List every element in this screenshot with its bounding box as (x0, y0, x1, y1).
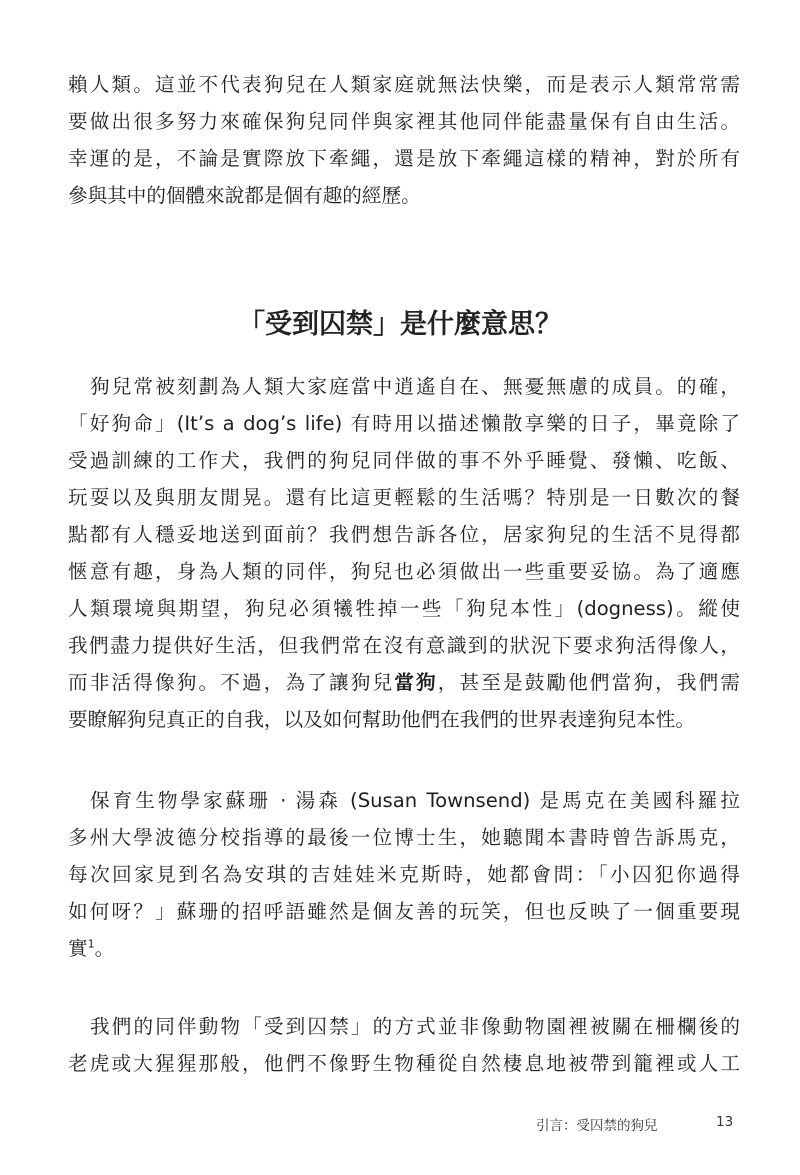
text-line: 如何呀？」蘇珊的招呼語雖然是個友善的玩笑，但也反映了一個重要現 (68, 900, 740, 923)
text-line: 多州大學波德分校指導的最後一位博士生，她聽聞本書時曾告訴馬克， (68, 826, 740, 849)
text-line: 參與其中的個體來說都是個有趣的經歷。 (68, 184, 421, 207)
running-title: 引言：受囚禁的狗兒 (536, 1118, 658, 1134)
body-paragraph-3 (68, 1008, 740, 1082)
text-line: 每次回家見到名為安琪的吉娃娃米克斯時，她都會問：「小囚犯你過得 (68, 863, 740, 886)
text-line: 點都有人穩妥地送到面前？我們想告訴各位，居家狗兒的生活不見得都 (68, 523, 740, 546)
text-line: 「好狗命」(It’s a dog’s life) 有時用以描述懶散享樂的日子，畢竟除了 (68, 412, 740, 435)
text-segment: ，甚至是鼓勵他們當狗，我們需 (437, 671, 741, 694)
text-line: 要做出很多努力來確保狗兒同伴與家裡其他同伴能盡量保有自由生活。 (68, 110, 740, 133)
text-line: 受過訓練的工作犬，我們的狗兒同伴做的事不外乎睡覺、發懶、吃飯、 (68, 449, 740, 472)
text-line: 賴人類。這並不代表狗兒在人類家庭就無法快樂，而是表示人類常常需 (68, 73, 740, 96)
page-number: 13 (716, 1114, 734, 1130)
intro-paragraph (68, 66, 740, 214)
text-line: 要瞭解狗兒真正的自我，以及如何幫助他們在我們的世界表達狗兒本性。 (68, 708, 695, 731)
text-line (68, 930, 740, 967)
text-line: 玩耍以及與朋友閒晃。還有比這更輕鬆的生活嗎？特別是一日數次的餐 (68, 486, 740, 509)
text-line: 我們盡力提供好生活，但我們常在沒有意識到的狀況下要求狗活得像人， (68, 634, 740, 657)
text-line: 幸運的是，不論是實際放下牽繩，還是放下牽繩這樣的精神，對於所有 (68, 147, 740, 170)
text-line: 老虎或大猩猩那般，他們不像野生物種從自然棲息地被帶到籠裡或人工 (68, 1052, 740, 1075)
page-footer (0, 1114, 800, 1138)
body-paragraph-2 (68, 782, 740, 967)
text-line: 狗兒常被刻劃為人類大家庭當中逍遙自在、無憂無慮的成員。的確， (90, 375, 740, 398)
body-paragraph-1 (68, 368, 740, 738)
text-line: 我們的同伴動物「受到囚禁」的方式並非像動物園裡被關在柵欄後的 (90, 1015, 740, 1038)
text-line: 人類環境與期望，狗兒必須犧牲掉一些「狗兒本性」(dogness)。縱使 (68, 597, 740, 620)
text-line (68, 664, 740, 701)
text-line: 保育生物學家蘇珊 · 湯森 (Susan Townsend) 是馬克在美國科羅拉 (90, 789, 740, 812)
text-segment: 。 (94, 937, 115, 960)
text-segment: 實 (68, 937, 88, 960)
text-line: 愜意有趣，身為人類的同伴，狗兒也必須做出一些重要妥協。為了適應 (68, 560, 740, 583)
footnote-marker[interactable]: 1 (87, 937, 95, 951)
section-heading: 「受到囚禁」是什麼意思？ (238, 309, 562, 340)
emphasis-text: 當狗 (394, 671, 438, 694)
text-segment: 而非活得像狗。不過，為了讓狗兒 (68, 671, 395, 694)
